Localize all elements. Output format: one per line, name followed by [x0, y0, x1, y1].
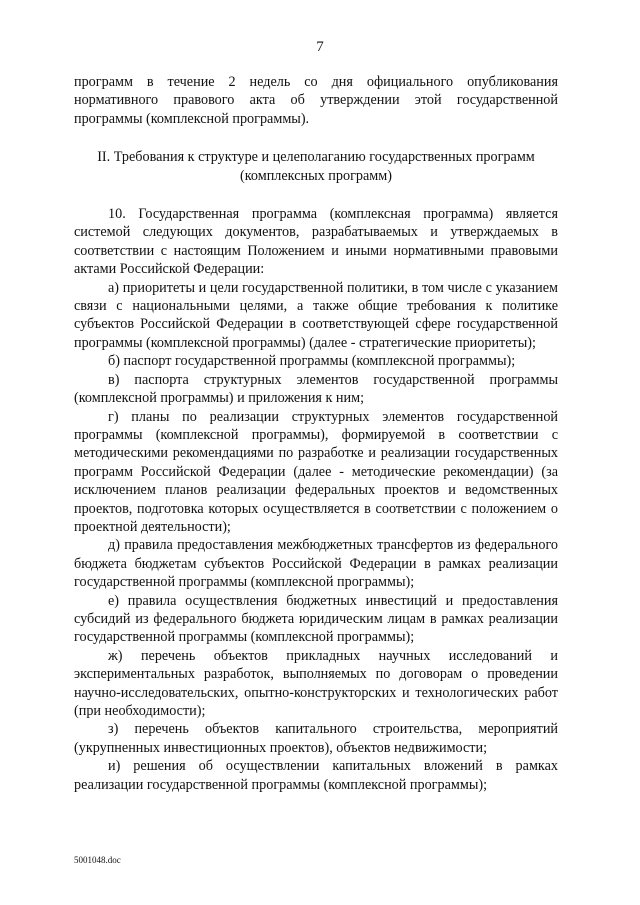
list-item-v: в) паспорта структурных элементов государственной программы (комплексной программы) и приложения к ним;: [74, 371, 558, 407]
list-item-d: д) правила предоставления межбюджетных трансфертов из федерального бюджета бюджетам субъектов Российской Федерации в рамках реализации государственной программы (комплексной программы);: [74, 537, 558, 591]
footer-file-code: 5001048.doc: [74, 855, 121, 865]
list-item-b: б) паспорт государственной программы (комплексной программы);: [108, 353, 516, 370]
document-body: [74, 73, 558, 794]
list-item-z: з) перечень объектов капитального строительства, мероприятий (укрупненных инвестиционных проектов), объектов недвижимости;: [74, 721, 558, 756]
list-item-g: г) планы по реализации структурных элементов государственной программы (комплексной программы), формируемой в соответствии с методическими рекомендациями по разработке и реализации государственных программ Российской Федерации (далее - методические рекомендации) (за исключением планов реализации федеральных проектов и ведомственных проектов, подготовка которых осуществляется в соответствии с положением о проектной деятельности);: [74, 408, 558, 535]
list-item-e: е) правила осуществления бюджетных инвестиций и предоставления субсидий из федерального бюджета юридическим лицам в рамках реализации государственной программы (комплексной программы);: [74, 592, 558, 646]
list-item-zh: ж) перечень объектов прикладных научных исследований и экспериментальных разработок, выполняемых по договорам о проведении научно-исследовательских, опытно-конструкторских и технологических работ (при необходимости);: [74, 647, 558, 719]
opening-paragraph: программ в течение 2 недель со дня официального опубликования нормативного правового акта об утверждении этой государственной программы (комплексной программы).: [74, 74, 558, 127]
section-heading: II. Требования к структуре и целеполаганию государственных программ (комплексных программ): [97, 149, 535, 184]
paragraph-10: 10. Государственная программа (комплексная программа) является системой следующих документов, разрабатываемых и утверждаемых в соответствии с настоящим Положением и иными нормативными правовыми актами Российской Федерации:: [74, 206, 558, 278]
list-item-a: а) приоритеты и цели государственной политики, в том числе с указанием связи с национальными целями, а также общие требования к политике субъектов Российской Федерации в соответствующей сфере государственной программы (комплексной программы) (далее - стратегические приоритеты);: [74, 279, 558, 351]
list-item-i: и) решения об осуществлении капитальных вложений в рамках реализации государственной программы (комплексной программы);: [74, 758, 558, 793]
page-number: 7: [316, 39, 324, 55]
